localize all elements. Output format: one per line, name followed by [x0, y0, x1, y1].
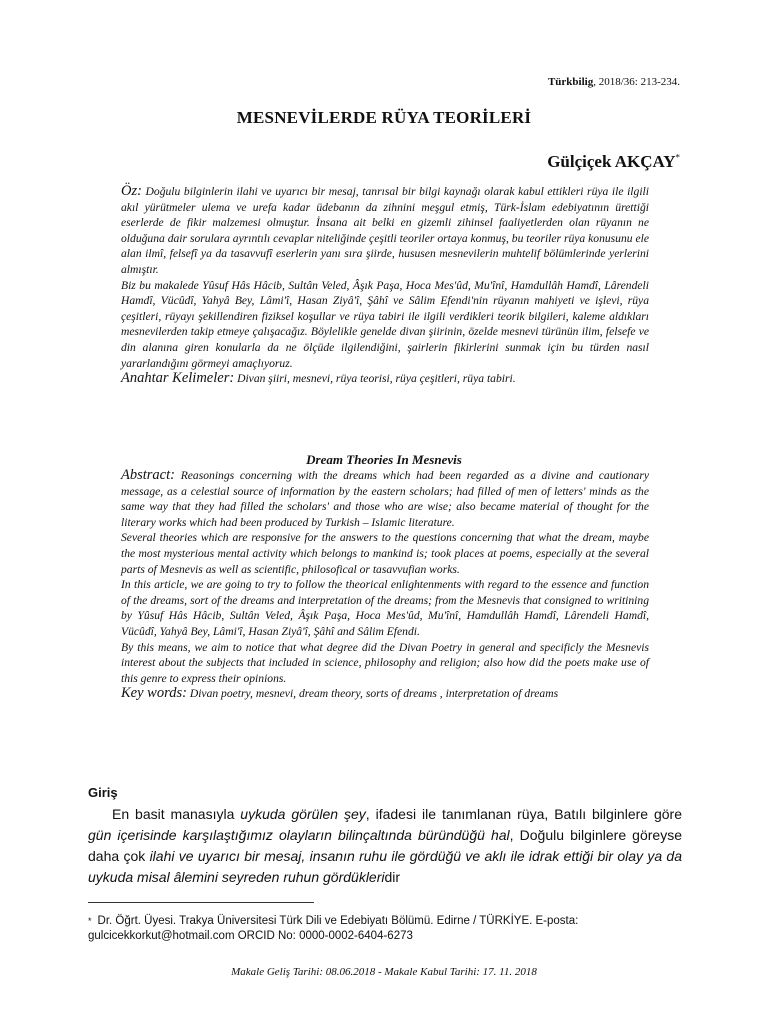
- footnote-divider: [88, 902, 314, 903]
- english-title: Dream Theories In Mesnevis: [306, 452, 462, 467]
- author-footnote-mark: *: [675, 152, 680, 163]
- footnote-mark: *: [88, 916, 92, 926]
- abstract-paragraph-2: Several theories which are responsive for the answers to the questions concerning that what the dream, maybe the most mysterious mental activity which belongs to mankind is; took places at poems, especially at the several parts of Mesnevis as well as scientific, philosofical or tasavvufian works.: [121, 531, 649, 576]
- anahtar-text: Divan şiiri, mesnevi, rüya teorisi, rüya çeşitleri, rüya tabiri.: [237, 372, 516, 386]
- journal-reference: [548, 76, 680, 88]
- abstract-label: Abstract:: [121, 467, 175, 483]
- section-heading-giris: Giriş: [88, 785, 118, 800]
- oz-paragraph-2: Biz bu makalede Yûsuf Hâs Hâcib, Sultân Veled, Âşık Paşa, Hoca Mes'ûd, Mu'înî, Hamdullâh Hamdî, Lârendeli Hamdî, Vücûdî, Yahyâ Bey, Lâmi'î, Hasan Ziyâ'î, Şâhî ve Sâlim Efendi'nin rüyanın mahiyeti ve işlevi, rüya çeşitleri, rüyayı şekillendiren fiziksel koşullar ve rüya tabiri ile ilgili verdikleri teorik bilgileri, kaleme aldıkları mesnevilerden takip etmeye çalışacağız. Böylelikle genelde divan şiirinin, özelde mesnevi türünün ilim, felsefe ve din alanına giren konularla da ne ölçüde ilgilendiğini, şairlerin fikirlerini sunmak için bu türden nasıl yararlandığını görmeyi amaçlıyoruz.: [121, 278, 649, 370]
- key-words: [121, 686, 649, 702]
- english-abstract: [121, 468, 649, 702]
- author-footnote: [88, 914, 684, 944]
- anahtar-label: Anahtar Kelimeler:: [121, 370, 235, 387]
- intro-italic-1: uykuda görülen şey: [240, 806, 366, 822]
- intro-italic-3: ilahi ve uyarıcı bir mesaj, insanın ruhu ile gördüğü ve aklı ile idrak ettiği bir olay ya da uykuda misal âlemini seyreden ruhun gördükleri: [88, 848, 682, 885]
- author-name: Gülçiçek AKÇAY: [547, 152, 676, 171]
- footnote-text: Dr. Öğrt. Üyesi. Trakya Üniversitesi Türk Dili ve Edebiyatı Bölümü. Edirne / TÜRKİYE. E-posta: gulcicekkorkut@hotmail.com ORCID No: 0000-0002-6404-6273: [88, 915, 579, 942]
- oz-text-1: Doğulu bilginlerin ilahi ve uyarıcı bir mesaj, tanrısal bir bilgi kaynağı olarak kabul ettikleri rüya ile ilgili akıl yürütmeler ulema ve urefa kadar üdebanın da zihnini meşgul etmiş, Türk-İslam edebiyatının ürettiği eserlerde de fikir malzemesi olmuştur. İnsana ait belki en gizemli zihinsel faaliyetlerden olan rüyanın ne olduğuna dair sorulara ayrıntılı cevaplar niteliğinde çeşitli teoriler ortaya konmuş, bu teoriler rüya konusunu ele alan ilmî, felsefî ya da tasavvufî eserlerin yanı sıra şiirde, hususen mesnevilerin muhtelif bölümlerinde yerlerini almıştır.: [121, 185, 649, 276]
- oz-paragraph-1: [121, 184, 649, 278]
- intro-text-1: En basit manasıyla: [112, 806, 241, 822]
- article-title: MESNEVİLERDE RÜYA TEORİLERİ: [236, 108, 532, 127]
- oz-label: Öz:: [121, 183, 142, 199]
- intro-italic-2: gün içerisinde karşılaştığımız olayların bilinçaltında büründüğü hal: [88, 827, 510, 843]
- keywords-text: Divan poetry, mesnevi, dream theory, sorts of dreams , interpretation of dreams: [189, 687, 559, 701]
- intro-text-2: , ifadesi ile tanımlanan rüya, Batılı bilginlere göre: [365, 806, 683, 822]
- turkish-abstract: [121, 184, 649, 387]
- abstract-paragraph-4: By this means, we aim to notice that what degree did the Divan Poetry in general and specificly the Mesnevis interest about the subjects that included in science, philosophy and religion; also how did the poets make use of this genre to express their opinions.: [121, 640, 649, 685]
- abstract-paragraph-3: In this article, we are going to try to follow the theorical enlightenments with regard to the essence and function of the dreams, sort of the dreams and interpretation of the dreams; from the Mesnevis that consigned to writining by Yûsuf Hâs Hâcib, Sultân Veled, Âşık Paşa, Hoca Mes'ûd, Mu'înî, Hamdullâh Hamdî, Lârendeli Hamdî, Vücûdî, Yahyâ Bey, Lâmi'î, Hasan Ziyâ'î, Şâhî and Sâlim Efendi.: [121, 578, 649, 638]
- anahtar-kelimeler: [121, 371, 649, 387]
- keywords-label: Key words:: [121, 685, 187, 702]
- abstract-text-1: Reasonings concerning with the dreams which had been regarded as a divine and cautionary message, as a celestial source of information by the eastern scholars; had filled of men of letters' minds as the same way that they had filled the scholars' and those who are wise; also became material of thought for the literary works which had been produced by Turkish – Islamic literature.: [121, 469, 649, 529]
- intro-text-3: , Doğulu bilginlere göreyse daha çok: [88, 827, 682, 864]
- abstract-paragraph-1: [121, 468, 649, 530]
- submission-dates-footer: Makale Geliş Tarihi: 08.06.2018 - Makale Kabul Tarihi: 17. 11. 2018: [231, 966, 537, 978]
- author: [547, 152, 680, 172]
- introduction-body: [88, 804, 682, 888]
- introduction-paragraph: [88, 804, 682, 888]
- journal-issue-pages: , 2018/36: 213-234.: [593, 76, 680, 88]
- intro-text-4: dir: [384, 869, 401, 885]
- journal-name: Türkbilig: [547, 76, 594, 88]
